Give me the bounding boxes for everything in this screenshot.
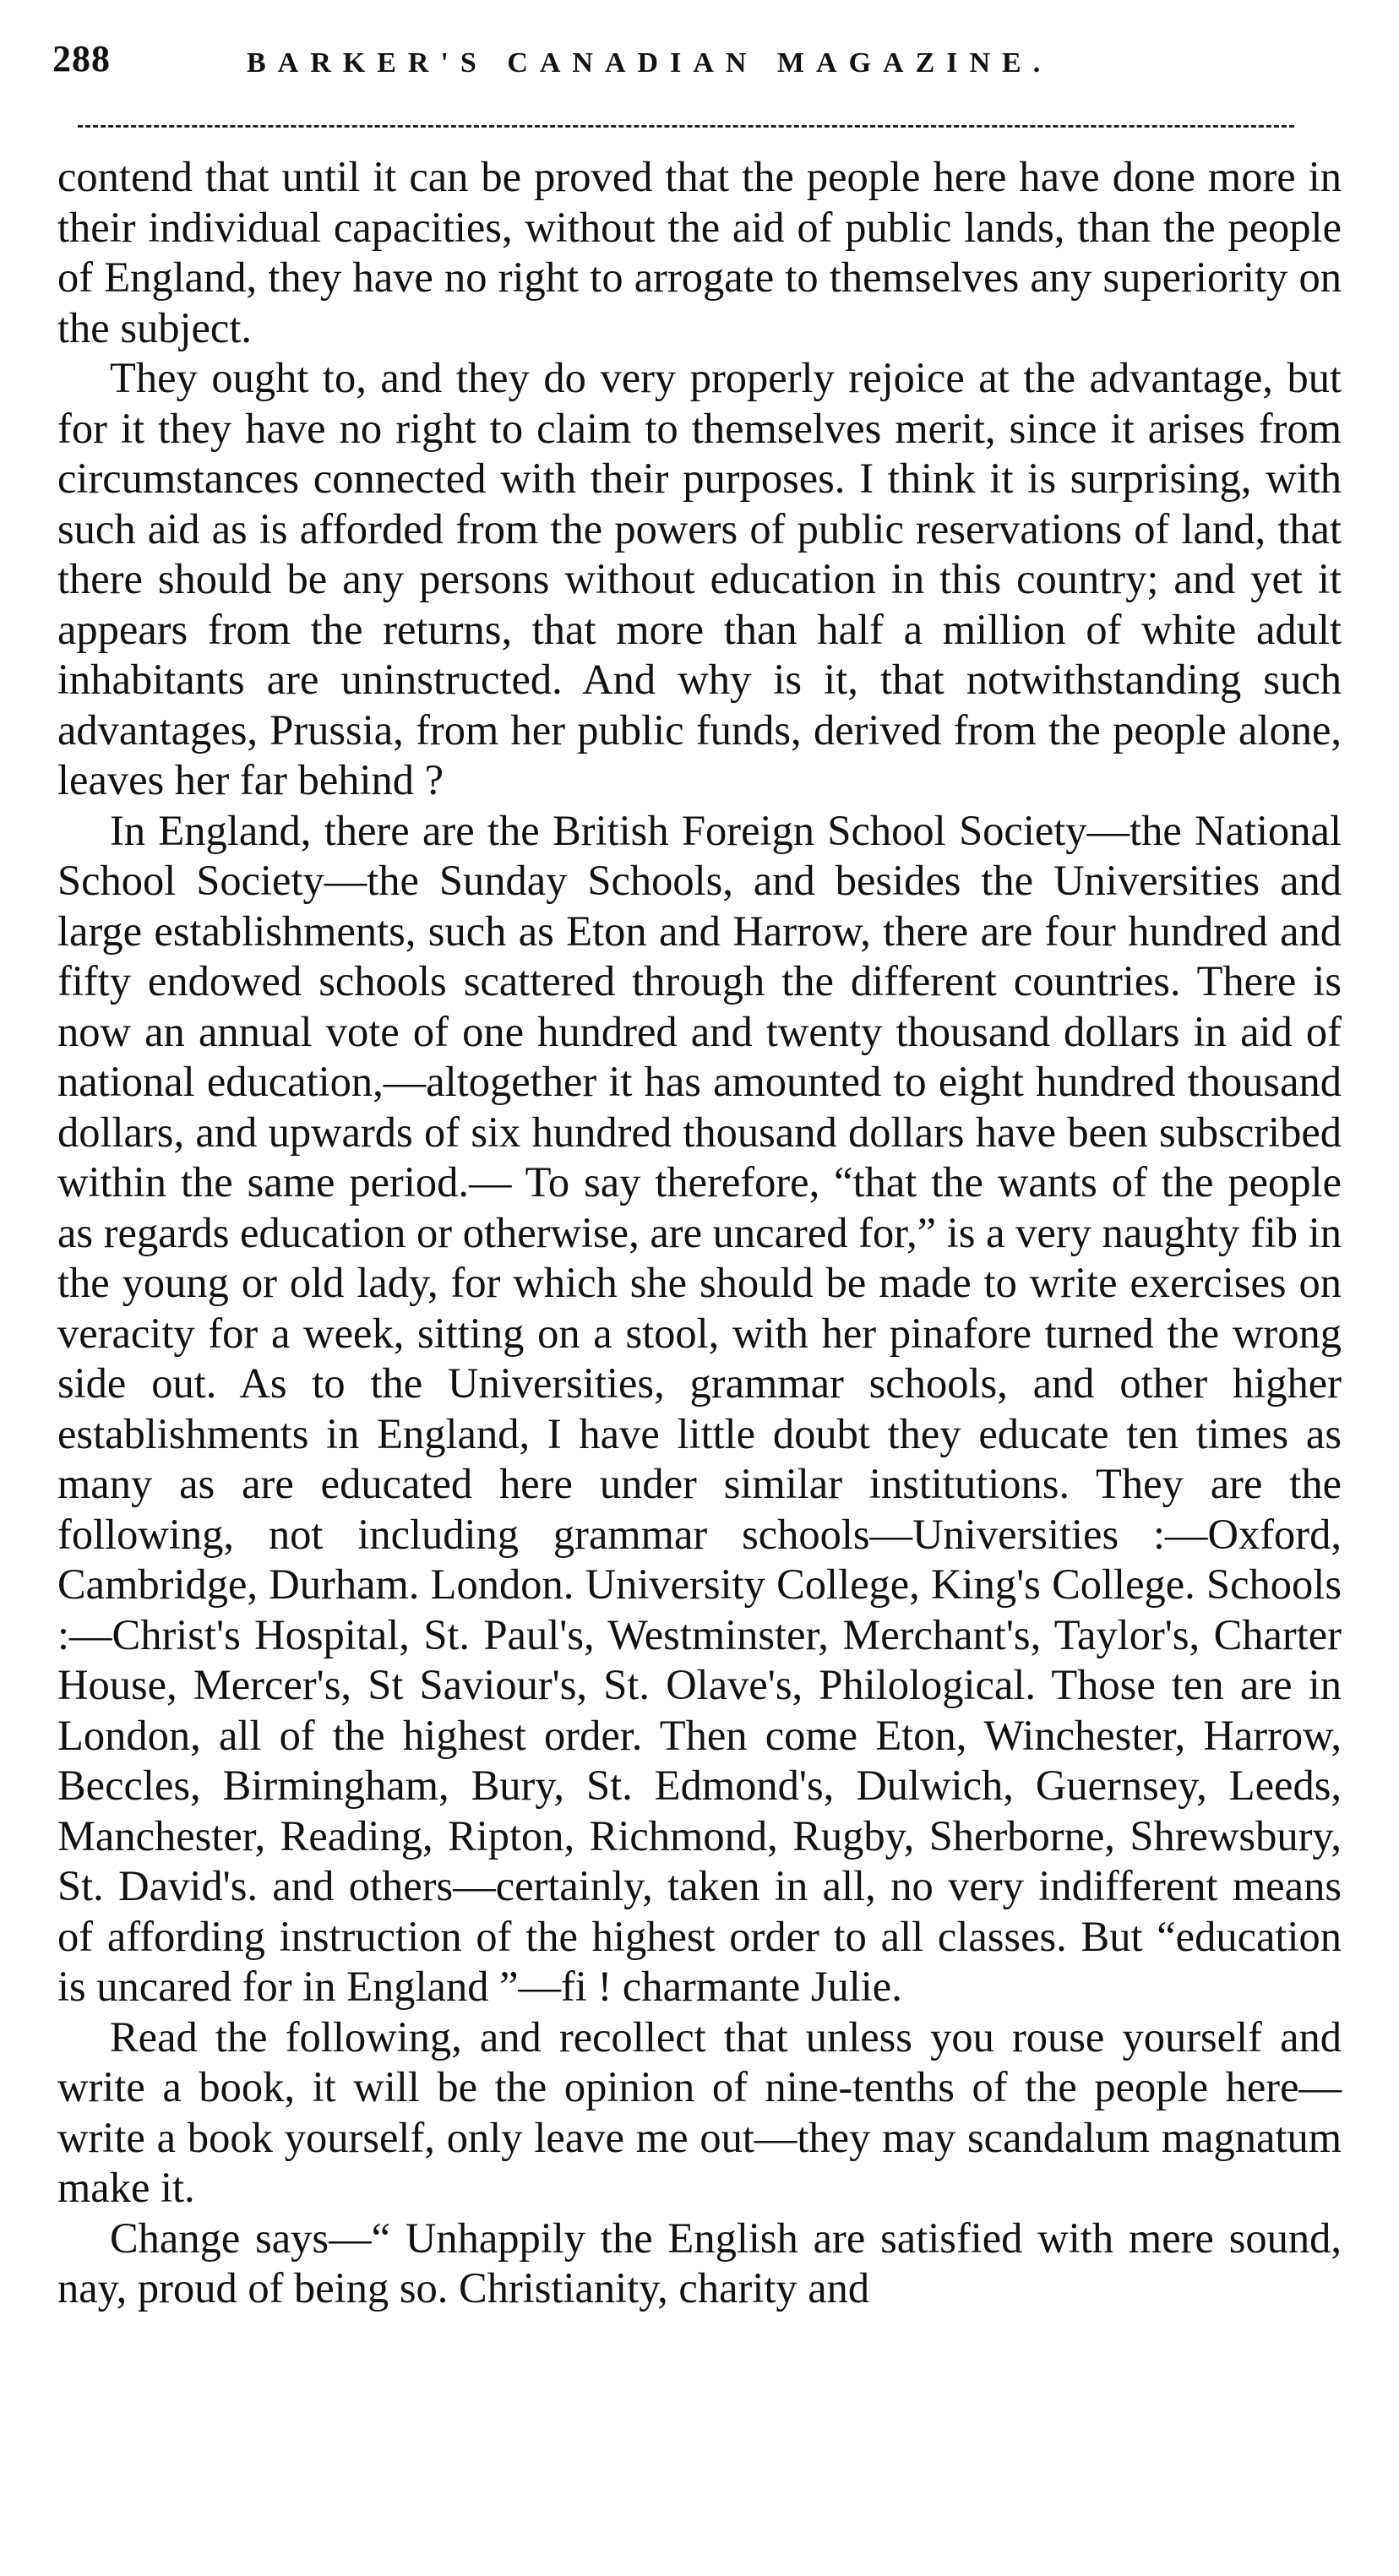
header-rule [78, 125, 1294, 128]
running-title: BARKER'S CANADIAN MAGAZINE. [247, 47, 1053, 79]
paragraph: Change says—“ Unhappily the English are satisfied with mere sound, nay, proud of being so. Christianity, charity and [57, 2214, 1342, 2312]
paragraph: They ought to, and they do very properly rejoice at the advantage, but for it they have no right to claim to themselves merit, since it arises from circumstances connected with their purposes. I think it is surprising, with such aid as is afforded from the powers of public reservations of land, that there should be any persons without education in this country; and yet it appears from the returns, that more than half a million of white adult inhabitants are uninstructed. And why is it, that notwithstanding such advantages, Prussia, from her public funds, derived from the people alone, leaves her far behind ? [57, 354, 1342, 803]
page-header [52, 37, 1345, 88]
paragraph: Read the following, and recollect that unless you rouse yourself and write a book, it will be the opinion of nine-tenths of the people here—write a book yourself, only leave me out—they may scandalum magnatum make it. [57, 2012, 1342, 2211]
paragraph: contend that until it can be proved that the people here have done more in their individual capacities, without the aid of public lands, than the people of England, they have no right to arrogate to themselves any superiority on the subject. [57, 153, 1342, 351]
paragraph: In England, there are the British Foreign School Society—the National School Society—the Sunday Schools, and besides the Universities and large establishments, such as Eton and Harrow, there are four hundred and fifty endowed schools scattered through the different countries. There is now an annual vote of one hundred and twenty thousand dollars in aid of national education,—altogether it has amounted to eight hundred thousand dollars, and upwards of six hundred thousand dollars have been subscribed within the same period.— To say therefore, “that the wants of the people as regards education or otherwise, are uncared for,” is a very naughty fib in the young or old lady, for which she should be made to write exercises on veracity for a week, sitting on a stool, with her pinafore turned the wrong side out. As to the Universities, grammar schools, and other higher establishments in England, I have little doubt they educate ten times as many as are educated here under similar institutions. They are the following, not including grammar schools—Universities :—Oxford, Cambridge, Durham. London. University College, King's College. Schools :—Christ's Hospital, St. Paul's, Westminster, Merchant's, Taylor's, Charter House, Mercer's, St Saviour's, St. Olave's, Philological. Those ten are in London, all of the highest order. Then come Eton, Winchester, Harrow, Beccles, Birmingham, Bury, St. Edmond's, Dulwich, Guernsey, Leeds, Manchester, Reading, Ripton, Richmond, Rugby, Sherborne, Shrewsbury, St. David's. and others—certainly, taken in all, no very indifferent means of affording instruction of the highest order to all classes. But “education is uncared for in England ”—fi ! charmante Julie. [57, 806, 1342, 2010]
page-number: 288 [52, 38, 111, 79]
body-text [57, 152, 1342, 2314]
